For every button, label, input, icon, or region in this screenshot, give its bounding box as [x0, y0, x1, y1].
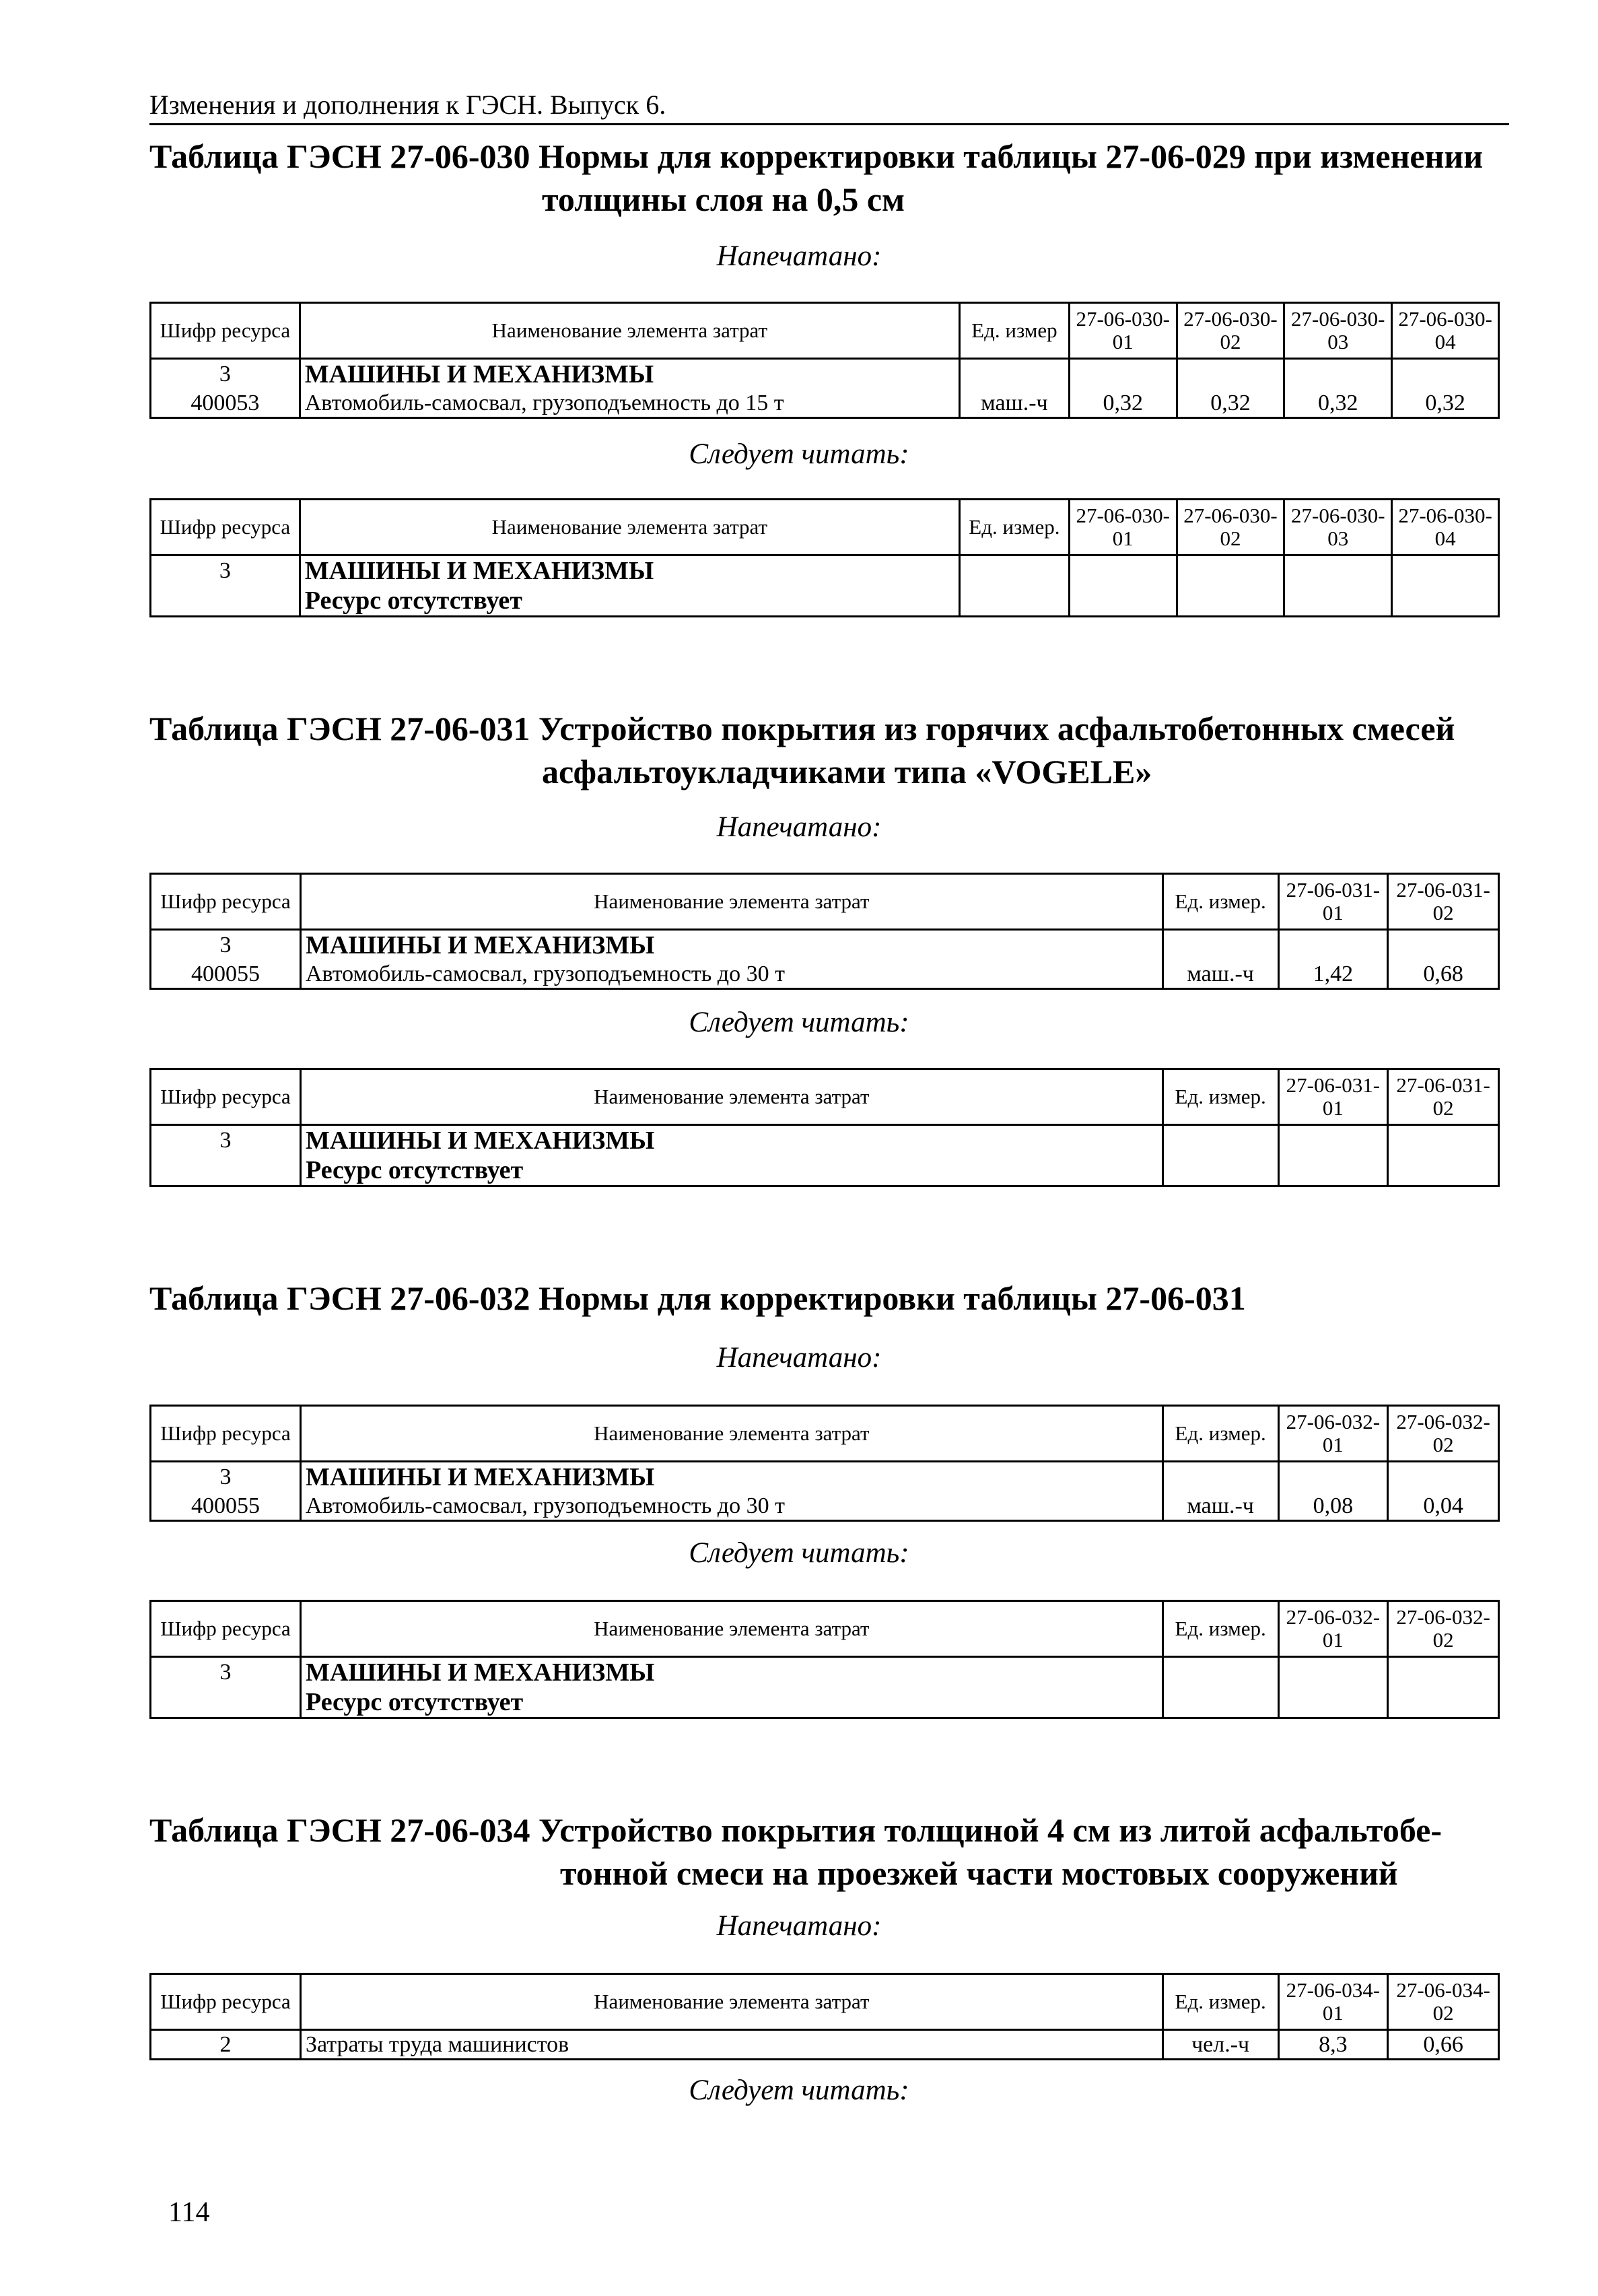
group-name: МАШИНЫ И МЕХАНИЗМЫ — [301, 1125, 1163, 1156]
value-cell: 0,66 — [1388, 2030, 1499, 2060]
resource-code: 400053 — [151, 389, 300, 418]
value-cell: 1,42 — [1278, 960, 1388, 989]
table-030-corrected — [149, 498, 1500, 617]
title-line-1: Таблица ГЭСН 27-06-032 Нормы для корректировки таблицы 27-06-031 — [149, 1279, 1246, 1317]
col-unit-header: Ед. измер. — [1162, 1974, 1278, 2030]
running-header: Изменения и дополнения к ГЭСН. Выпуск 6. — [149, 89, 1509, 125]
resource-name: Автомобиль-самосвал, грузоподъемность до 30 т — [301, 960, 1163, 989]
col-header: 27-06-030-02 — [1177, 303, 1284, 359]
col-unit-header: Ед. измер — [960, 303, 1070, 359]
table-031-printed — [149, 873, 1500, 990]
resource-name: Автомобиль-самосвал, грузоподъемность до 30 т — [301, 1492, 1163, 1521]
resource-absent: Ресурс отсутствует — [301, 1155, 1163, 1186]
value-cell: 0,68 — [1388, 960, 1499, 989]
table-row — [151, 2030, 1499, 2060]
col-code-header: Шифр ресурса — [151, 500, 300, 555]
table-row — [151, 960, 1499, 989]
printed-label: Напечатано: — [716, 240, 882, 272]
printed-label: Напечатано: — [716, 1342, 882, 1374]
table-row — [151, 1155, 1499, 1186]
col-header: 27-06-030-01 — [1069, 303, 1177, 359]
col-name-header: Наименование элемента затрат — [301, 874, 1163, 930]
value-cell: 0,32 — [1284, 389, 1392, 418]
value-cell: 0,32 — [1069, 389, 1177, 418]
title-line-2: тонной смеси на проезжей части мостовых сооружений — [560, 1854, 1398, 1892]
read-as-label: Следует читать: — [689, 2074, 909, 2106]
resource-name: Автомобиль-самосвал, грузоподъемность до 15 т — [300, 389, 959, 418]
group-name: МАШИНЫ И МЕХАНИЗМЫ — [301, 1462, 1163, 1493]
col-header: 27-06-034-02 — [1388, 1974, 1499, 2030]
page-number: 114 — [168, 2197, 210, 2228]
col-code-header: Шифр ресурса — [151, 1974, 301, 2030]
printed-label: Напечатано: — [716, 1910, 882, 1942]
title-line-1: Таблица ГЭСН 27-06-030 Нормы для корректировки таблицы 27-06-029 при изменении — [149, 137, 1484, 175]
table-032-corrected — [149, 1600, 1500, 1719]
col-header: 27-06-031-02 — [1388, 874, 1499, 930]
col-unit-header: Ед. измер. — [1162, 1069, 1278, 1125]
value-cell: 0,04 — [1388, 1492, 1499, 1521]
title-line-2: асфальтоукладчиками типа «VOGELE» — [542, 753, 1152, 790]
resource-unit: маш.-ч — [960, 389, 1070, 418]
table-row — [151, 555, 1499, 586]
col-unit-header: Ед. измер. — [960, 500, 1070, 555]
col-unit-header: Ед. измер. — [1162, 1406, 1278, 1462]
value-cell: 8,3 — [1278, 2030, 1388, 2060]
table-row — [151, 1462, 1499, 1493]
col-header: 27-06-031-02 — [1388, 1069, 1499, 1125]
col-header: 27-06-032-01 — [1278, 1601, 1388, 1657]
col-header: 27-06-031-01 — [1278, 1069, 1388, 1125]
value-cell: 0,08 — [1278, 1492, 1388, 1521]
col-header: 27-06-031-01 — [1278, 874, 1388, 930]
resource-code: 400055 — [151, 1492, 301, 1521]
group-name: МАШИНЫ И МЕХАНИЗМЫ — [301, 1657, 1163, 1688]
table-row — [151, 930, 1499, 961]
title-line-1: Таблица ГЭСН 27-06-031 Устройство покрытия из горячих асфальтобетонных смесей — [149, 710, 1455, 747]
group-code: 3 — [151, 555, 300, 586]
table-row — [151, 586, 1499, 617]
table-row — [151, 1492, 1499, 1521]
table-row — [151, 1687, 1499, 1718]
col-header: 27-06-030-04 — [1392, 303, 1499, 359]
resource-absent: Ресурс отсутствует — [301, 1687, 1163, 1718]
col-header: 27-06-030-03 — [1284, 500, 1392, 555]
col-header: 27-06-032-01 — [1278, 1406, 1388, 1462]
col-unit-header: Ед. измер. — [1162, 874, 1278, 930]
col-code-header: Шифр ресурса — [151, 874, 301, 930]
col-name-header: Наименование элемента затрат — [300, 303, 959, 359]
group-name: МАШИНЫ И МЕХАНИЗМЫ — [300, 359, 959, 390]
col-header: 27-06-030-04 — [1392, 500, 1499, 555]
col-header: 27-06-030-01 — [1069, 500, 1177, 555]
resource-unit: маш.-ч — [1162, 960, 1278, 989]
col-header: 27-06-032-02 — [1388, 1406, 1499, 1462]
table-031-title — [149, 707, 1455, 793]
resource-code: 2 — [151, 2030, 301, 2060]
col-code-header: Шифр ресурса — [151, 1069, 301, 1125]
col-code-header: Шифр ресурса — [151, 303, 300, 359]
col-header: 27-06-032-02 — [1388, 1601, 1499, 1657]
col-unit-header: Ед. измер. — [1162, 1601, 1278, 1657]
table-034-printed — [149, 1973, 1500, 2060]
col-name-header: Наименование элемента затрат — [301, 1406, 1163, 1462]
resource-absent: Ресурс отсутствует — [300, 586, 959, 617]
group-code: 3 — [151, 359, 300, 390]
read-as-label: Следует читать: — [689, 1007, 909, 1038]
resource-code: 400055 — [151, 960, 301, 989]
col-name-header: Наименование элемента затрат — [301, 1601, 1163, 1657]
table-032-title — [149, 1277, 1246, 1320]
group-code: 3 — [151, 1462, 301, 1493]
printed-label: Напечатано: — [716, 811, 882, 843]
col-name-header: Наименование элемента затрат — [300, 500, 959, 555]
col-header: 27-06-030-03 — [1284, 303, 1392, 359]
value-cell: 0,32 — [1177, 389, 1284, 418]
col-code-header: Шифр ресурса — [151, 1406, 301, 1462]
group-code: 3 — [151, 930, 301, 961]
table-row — [151, 1125, 1499, 1156]
group-code: 3 — [151, 1125, 301, 1156]
table-row — [151, 1657, 1499, 1688]
table-034-title — [149, 1809, 1442, 1895]
resource-unit: маш.-ч — [1162, 1492, 1278, 1521]
resource-unit: чел.-ч — [1162, 2030, 1278, 2060]
table-030-printed — [149, 302, 1500, 419]
group-name: МАШИНЫ И МЕХАНИЗМЫ — [300, 555, 959, 586]
table-032-printed — [149, 1405, 1500, 1522]
table-row — [151, 389, 1499, 418]
group-name: МАШИНЫ И МЕХАНИЗМЫ — [301, 930, 1163, 961]
col-code-header: Шифр ресурса — [151, 1601, 301, 1657]
col-name-header: Наименование элемента затрат — [301, 1069, 1163, 1125]
title-line-2: толщины слоя на 0,5 см — [542, 180, 905, 218]
title-line-1: Таблица ГЭСН 27-06-034 Устройство покрытия толщиной 4 см из литой асфальтобе- — [149, 1811, 1443, 1849]
resource-name: Затраты труда машинистов — [301, 2030, 1163, 2060]
col-header: 27-06-030-02 — [1177, 500, 1284, 555]
read-as-label: Следует читать: — [689, 1537, 909, 1569]
value-cell: 0,32 — [1392, 389, 1499, 418]
read-as-label: Следует читать: — [689, 438, 909, 470]
table-031-corrected — [149, 1068, 1500, 1187]
table-030-title — [149, 135, 1483, 221]
group-code: 3 — [151, 1657, 301, 1688]
col-name-header: Наименование элемента затрат — [301, 1974, 1163, 2030]
col-header: 27-06-034-01 — [1278, 1974, 1388, 2030]
table-row — [151, 359, 1499, 390]
